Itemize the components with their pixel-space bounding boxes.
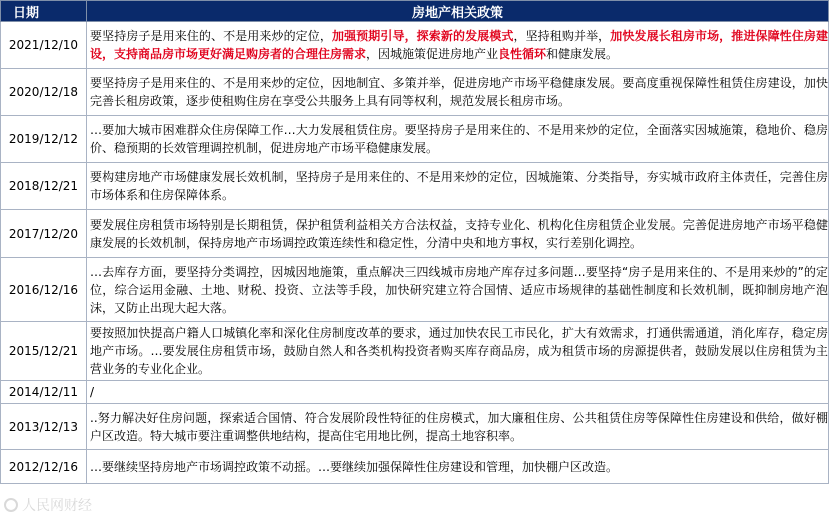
- policy-text-cell: [87, 116, 829, 163]
- policy-text: …要加大城市困难群众住房保障工作…大力发展租赁住房。要坚持房子是用来住的、不是用来炒的定位，全面落实因城施策，稳地价、稳房价、稳预期的长效管理调控机制，促进房地产市场平稳健康发展。: [90, 123, 828, 155]
- policy-text: ，因城施策促进房地产业: [366, 47, 499, 61]
- date-cell: 2014/12/11: [1, 381, 87, 404]
- highlighted-policy-text: 良性循环: [498, 47, 547, 61]
- policy-text: …要继续坚持房地产市场调控政策不动摇。…要继续加强保障性住房建设和管理，加快棚户区改造。: [90, 459, 619, 474]
- table-row: [1, 258, 829, 322]
- policy-text: 和健康发展。: [546, 47, 619, 61]
- table-header: [1, 1, 829, 22]
- table-row: [1, 22, 829, 69]
- date-cell: 2017/12/20: [1, 210, 87, 258]
- date-cell: 2015/12/21: [1, 322, 87, 381]
- table-row: [1, 210, 829, 258]
- policy-text-cell: [87, 404, 829, 450]
- date-cell: 2021/12/10: [1, 22, 87, 69]
- watermark-logo-icon: [4, 498, 18, 512]
- highlighted-policy-text: 加快发展长租房市场，推进保障性住房建设，支持商品房市场更好满足购房者的合理住房需求: [90, 29, 828, 61]
- policy-text-cell: [87, 210, 829, 258]
- policy-text: 要坚持房子是用来住的、不是用来炒的定位，: [90, 29, 332, 43]
- policy-text-cell: [87, 322, 829, 381]
- policy-column-header: 房地产相关政策: [87, 1, 829, 22]
- policy-text-cell: [87, 69, 829, 116]
- date-cell: 2019/12/12: [1, 116, 87, 163]
- table-row: [1, 69, 829, 116]
- policy-text: 要按照加快提高户籍人口城镇化率和深化住房制度改革的要求，通过加快农民工市民化，扩大有效需求，打通供需通道，消化库存，稳定房地产市场。…要发展住房租赁市场，鼓励自然人和各类机构投资者购买库存商品房，成为租赁市场的房源提供者，鼓励发展以住房租赁为主营业务的专业化企业。: [90, 326, 828, 376]
- table-row: [1, 163, 829, 210]
- policy-text: 要构建房地产市场健康发展长效机制，坚持房子是用来住的、不是用来炒的定位，因城施策、分类指导，夯实城市政府主体责任，完善住房市场体系和住房保障体系。: [90, 170, 828, 202]
- highlighted-policy-text: 加强预期引导，探索新的发展模式: [331, 29, 514, 43]
- date-column-header: 日期: [1, 1, 87, 22]
- table-row: [1, 450, 829, 484]
- table-row: [1, 322, 829, 381]
- table-row: [1, 381, 829, 404]
- policy-text: ..努力解决好住房问题，探索适合国情、符合发展阶段性特征的住房模式，加大廉租住房、公共租赁住房等保障性住房建设和供给，做好棚户区改造。特大城市要注重调整供地结构，提高住宅用地比例，提高土地容积率。: [90, 410, 828, 443]
- date-cell: 2013/12/13: [1, 404, 87, 450]
- table-header-row: [1, 1, 829, 22]
- watermark: [4, 495, 92, 515]
- policy-text: 要坚持房子是用来住的、不是用来炒的定位，因地制宜、多策并举，促进房地产市场平稳健康发展。要高度重视保障性租赁住房建设，加快完善长租房政策，逐步使租购住房在享受公共服务上具有同等权利，规范发展长租房市场。: [90, 76, 828, 108]
- policy-text: …去库存方面，要坚持分类调控，因城因地施策，重点解决三四线城市房地产库存过多问题…要坚持“房子是用来住的、不是用来炒的”的定位，综合运用金融、土地、财税、投资、立法等手段，加快研究建立符合国情、适应市场规律的基础性制度和长效机制，既抑制房地产泡沫，又防止出现大起大落。: [90, 264, 828, 315]
- policy-text-cell: [87, 258, 829, 322]
- policy-text: ，坚持租购并举，: [513, 29, 611, 43]
- policy-text-cell: [87, 22, 829, 69]
- policy-text-cell: [87, 381, 829, 404]
- date-cell: 2016/12/16: [1, 258, 87, 322]
- date-cell: 2018/12/21: [1, 163, 87, 210]
- date-cell: 2020/12/18: [1, 69, 87, 116]
- policy-text-cell: [87, 450, 829, 484]
- policy-text: /: [90, 385, 95, 399]
- table-row: [1, 116, 829, 163]
- policy-text-cell: [87, 163, 829, 210]
- table-row: [1, 404, 829, 450]
- policy-text: 要发展住房租赁市场特别是长期租赁，保护租赁利益相关方合法权益，支持专业化、机构化住房租赁企业发展。完善促进房地产市场平稳健康发展的长效机制，保持房地产市场调控政策连续性和稳定性，分清中央和地方事权，实行差别化调控。: [90, 217, 828, 250]
- watermark-text: 人民网财经: [22, 498, 92, 514]
- date-cell: 2012/12/16: [1, 450, 87, 484]
- table-body: [1, 22, 829, 484]
